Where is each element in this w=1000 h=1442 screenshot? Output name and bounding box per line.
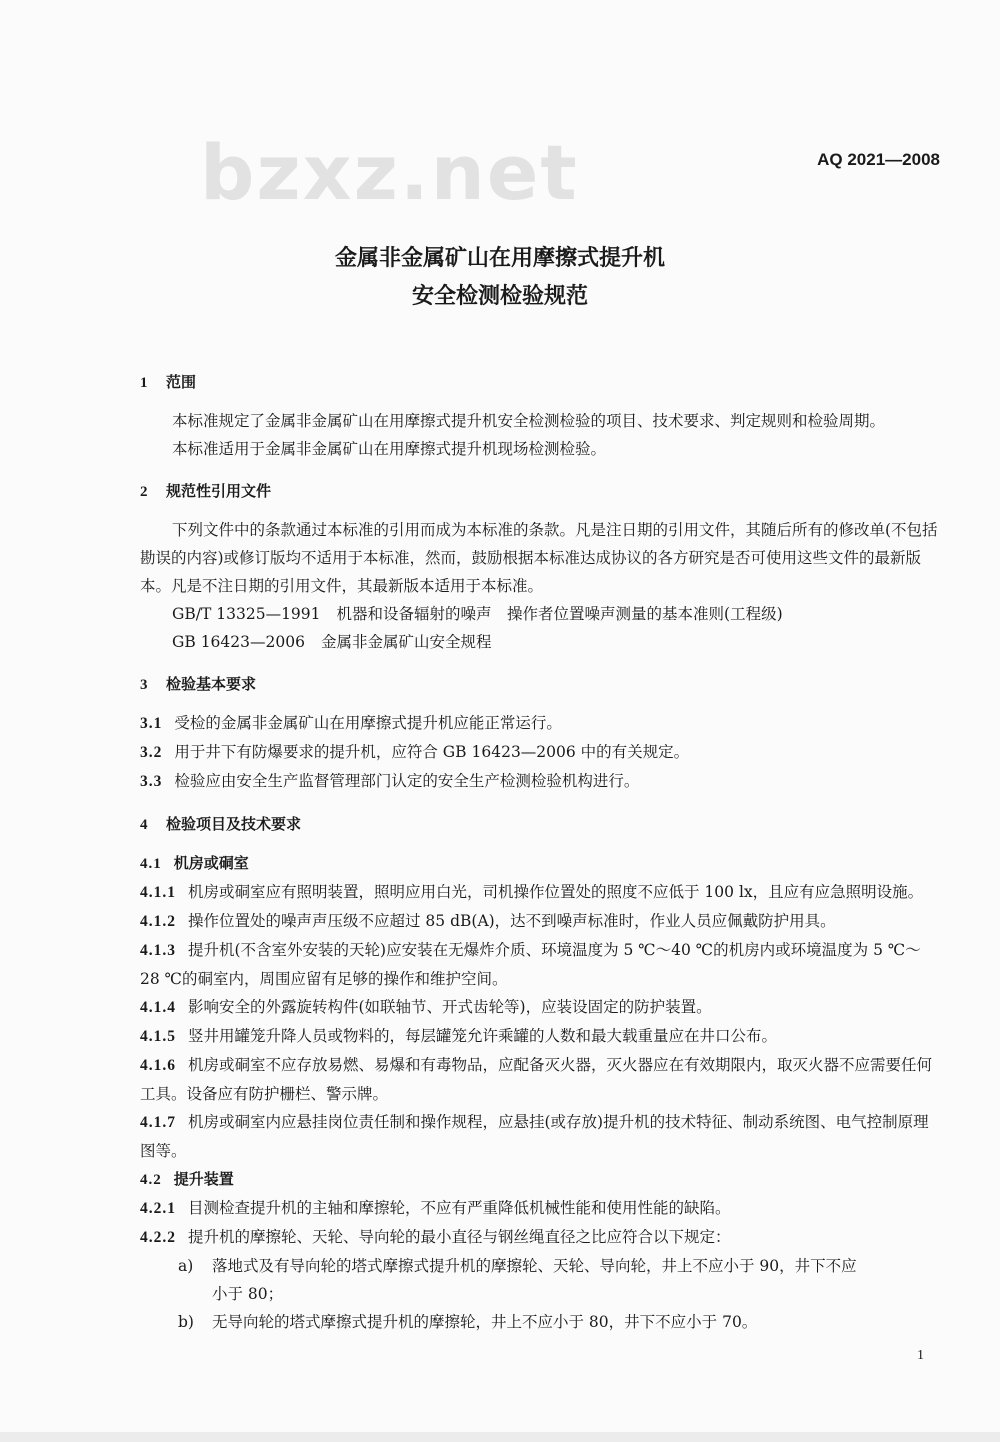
clause — [140, 993, 940, 1022]
clause-number: 4.2.2 — [140, 1229, 176, 1246]
section-title: 检验基本要求 — [166, 675, 257, 693]
clause-text: 提升机的摩擦轮、天轮、导向轮的最小直径与钢丝绳直径之比应符合以下规定： — [188, 1228, 731, 1246]
subsection-number: 4.1 — [140, 856, 162, 872]
clause-text: 影响安全的外露旋转构件(如联轴节、开式齿轮等)，应装设固定的防护装置。 — [188, 998, 712, 1016]
section-number: 2 — [140, 484, 149, 500]
clause-number: 3.3 — [140, 773, 163, 790]
clause-number: 4.2.1 — [140, 1200, 176, 1217]
reference-code: GB 16423—2006 — [172, 633, 305, 651]
clause-text: 用于井下有防爆要求的提升机，应符合 GB 16423—2006 中的有关规定。 — [174, 743, 690, 761]
clause-text: 机房或硐室不应存放易燃、易爆和有毒物品，应配备灭火器，灭火器应在有效期限内，取灭火器不应需要任何工具。设备应有防护栅栏、警示牌。 — [140, 1056, 933, 1103]
document-body — [140, 368, 940, 1336]
clause-number: 4.1.1 — [140, 884, 176, 901]
page-number: 1 — [917, 1348, 924, 1363]
title-line-1: 金属非金属矿山在用摩擦式提升机 — [334, 246, 665, 271]
clause-number: 3.1 — [140, 715, 163, 732]
reference-item — [140, 600, 940, 628]
clause — [140, 767, 940, 796]
section-2-heading — [140, 477, 940, 506]
clause — [140, 738, 940, 767]
clause — [140, 709, 940, 738]
clause — [140, 1051, 940, 1108]
clause — [140, 1108, 940, 1165]
subsection-number: 4.2 — [140, 1172, 162, 1188]
clause-text: 目测检查提升机的主轴和摩擦轮，不应有严重降低机械性能和使用性能的缺陷。 — [188, 1199, 731, 1217]
clause-text: 机房或硐室内应悬挂岗位责任制和操作规程，应悬挂(或存放)提升机的技术特征、制动系统图、电气控制原理图等。 — [140, 1113, 929, 1160]
section-number: 1 — [140, 375, 149, 391]
subsection-title: 提升装置 — [173, 1170, 234, 1188]
paragraph: 本标准规定了金属非金属矿山在用摩擦式提升机安全检测检验的项目、技术要求、判定规则和检验周期。 — [172, 412, 886, 430]
section-4-heading — [140, 810, 940, 839]
clause-number: 4.1.6 — [140, 1057, 176, 1074]
clause — [140, 1022, 940, 1051]
list-text: 无导向轮的塔式摩擦式提升机的摩擦轮，井上不应小于 80，井下不应小于 70。 — [212, 1313, 758, 1331]
clause-number: 4.1.5 — [140, 1028, 176, 1045]
section-title: 规范性引用文件 — [166, 482, 272, 500]
subsection-4-1-heading — [140, 849, 940, 878]
clause-number: 3.2 — [140, 744, 163, 761]
clause-text: 提升机(不含室外安装的天轮)应安装在无爆炸介质、环境温度为 5 ℃～40 ℃的机房内或环境温度为 5 ℃～28 ℃的硐室内，周围应留有足够的操作和维护空间。 — [140, 941, 921, 988]
clause-text: 检验应由安全生产监督管理部门认定的安全生产检测检验机构进行。 — [174, 772, 640, 790]
clause-text: 竖井用罐笼升降人员或物料的，每层罐笼允许乘罐的人数和最大载重量应在井口公布。 — [188, 1027, 778, 1045]
clause-number: 4.1.7 — [140, 1114, 176, 1131]
list-label: a) — [178, 1257, 194, 1275]
watermark: bzxz.net — [200, 128, 579, 217]
list-item-a — [140, 1252, 940, 1308]
section-number: 3 — [140, 677, 149, 693]
paragraph: 下列文件中的条款通过本标准的引用而成为本标准的条款。凡是注日期的引用文件，其随后所有的修改单(不包括勘误的内容)或修订版均不适用于本标准，然而，鼓励根据本标准达成协议的各方研究是否可使用这些文件的最新版本。凡是不注日期的引用文件，其最新版本适用于本标准。 — [140, 521, 938, 595]
reference-item — [140, 628, 940, 656]
clause-number: 4.1.2 — [140, 913, 176, 930]
clause — [140, 936, 940, 993]
list-item-b — [140, 1308, 940, 1336]
clause — [140, 907, 940, 936]
paragraph: 本标准适用于金属非金属矿山在用摩擦式提升机现场检测检验。 — [172, 440, 607, 458]
clause-text: 受检的金属非金属矿山在用摩擦式提升机应能正常运行。 — [174, 714, 562, 732]
list-label: b) — [178, 1313, 194, 1331]
page-bottom-edge — [0, 1432, 1000, 1442]
section-title: 范围 — [166, 373, 197, 391]
reference-title: 机器和设备辐射的噪声 操作者位置噪声测量的基本准则(工程级) — [336, 605, 783, 623]
clause-number: 4.1.3 — [140, 942, 176, 959]
clause — [140, 878, 940, 907]
title-line-2: 安全检测检验规范 — [411, 284, 588, 309]
clause-number: 4.1.4 — [140, 999, 176, 1016]
list-text-continued: 小于 80； — [212, 1285, 284, 1303]
clause-text: 机房或硐室应有照明装置，照明应用白光，司机操作位置处的照度不应低于 100 lx，且应有应急照明设施。 — [188, 883, 924, 901]
list-text: 落地式及有导向轮的塔式摩擦式提升机的摩擦轮、天轮、导向轮，井上不应小于 90，井下不应 — [212, 1257, 857, 1275]
section-number: 4 — [140, 817, 149, 833]
document-title — [0, 240, 1000, 316]
subsection-title: 机房或硐室 — [173, 854, 249, 872]
standard-code: AQ 2021—2008 — [817, 150, 940, 169]
reference-code: GB/T 13325—1991 — [172, 605, 321, 623]
clause-text: 操作位置处的噪声声压级不应超过 85 dB(A)，达不到噪声标准时，作业人员应佩戴防护用具。 — [188, 912, 836, 930]
clause — [140, 1223, 940, 1252]
section-1-heading — [140, 368, 940, 397]
subsection-4-2-heading — [140, 1165, 940, 1194]
clause — [140, 1194, 940, 1223]
reference-title: 金属非金属矿山安全规程 — [320, 633, 492, 651]
section-3-heading — [140, 670, 940, 699]
section-title: 检验项目及技术要求 — [166, 815, 302, 833]
